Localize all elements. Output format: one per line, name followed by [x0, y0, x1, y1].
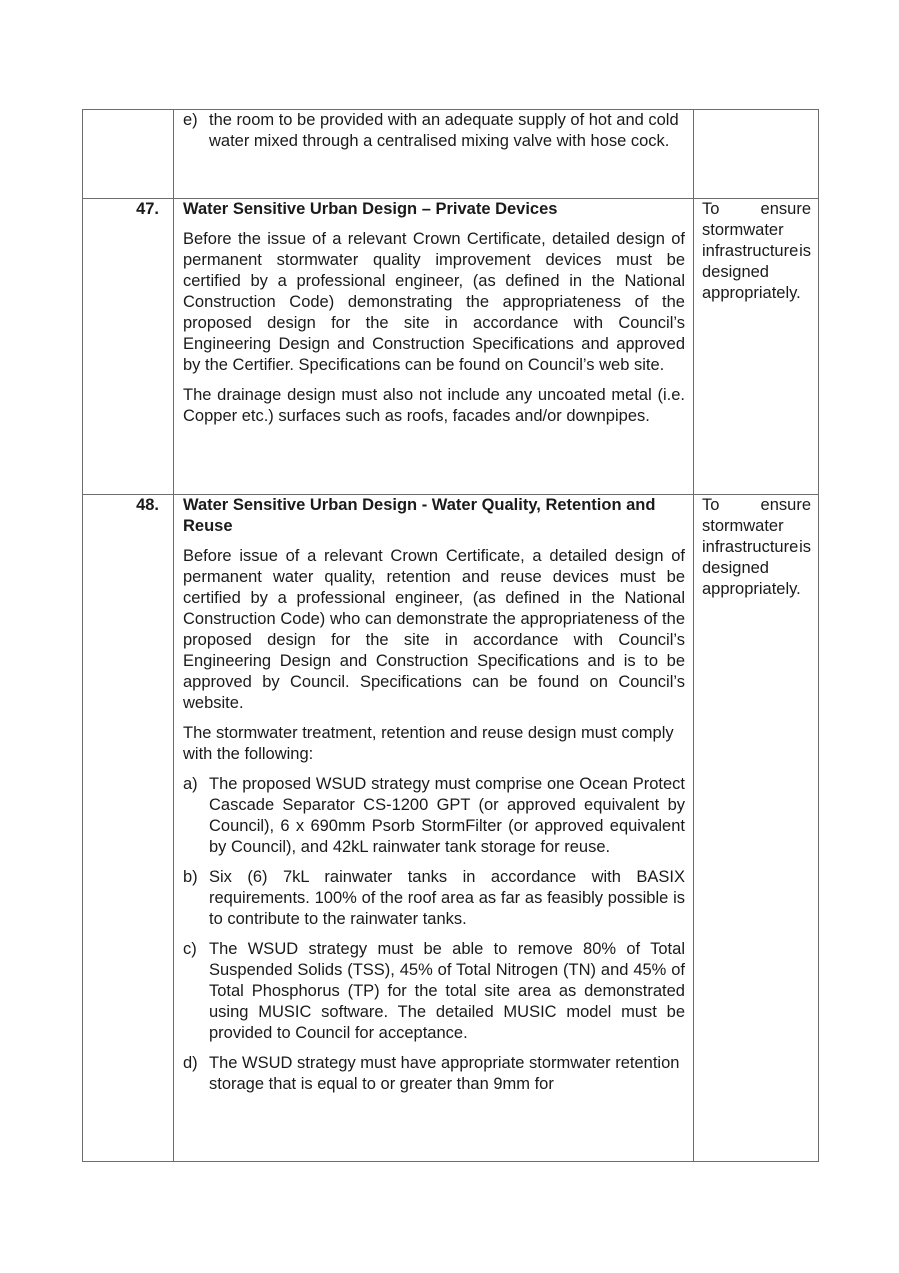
list-item-text: The proposed WSUD strategy must comprise one Ocean Protect Cascade Separator CS-1200 GPT (or approved equivalent by Council), 6 x 690mm Psorb StormFilter (or approved equivalent by Council), and 42kL rainwater tank storage for reuse.: [209, 775, 685, 856]
reason-text: is: [799, 242, 811, 260]
list-item-label: b): [183, 868, 198, 886]
condition-text: [174, 199, 694, 495]
reason-text: To: [702, 200, 720, 218]
list-item: [183, 110, 685, 152]
table-row: [83, 110, 819, 199]
condition-reason: [694, 110, 819, 199]
reason-text: designed: [702, 263, 769, 281]
list-item-text: The WSUD strategy must be able to remove 80% of Total Suspended Solids (TSS), 45% of Total Nitrogen (TN) and 45% of Total Phosphorus (TP) for the total site area as demonstrated using MUSIC software. The detailed MUSIC model must be provided to Council for acceptance.: [209, 940, 685, 1042]
conditions-table: [82, 109, 819, 1162]
list-item: [183, 774, 685, 858]
list-item: [183, 939, 685, 1044]
reason-text: is: [799, 538, 811, 556]
reason-text: stormwater: [702, 221, 784, 239]
condition-paragraph: The drainage design must also not include any uncoated metal (i.e. Copper etc.) surfaces such as roofs, facades and/or downpipes.: [183, 386, 685, 425]
condition-number: [83, 110, 174, 199]
condition-text: [174, 495, 694, 1162]
reason-text: appropriately.: [702, 580, 801, 598]
reason-text: appropriately.: [702, 284, 801, 302]
reason-text: To: [702, 496, 720, 514]
condition-heading: Water Sensitive Urban Design - Water Quality, Retention and Reuse: [183, 496, 656, 535]
list-item-text: the room to be provided with an adequate supply of hot and cold water mixed through a centralised mixing valve with hose cock.: [209, 111, 679, 150]
condition-number: 47.: [83, 199, 174, 495]
table-row: [83, 495, 819, 1162]
list-item-label: d): [183, 1054, 198, 1072]
reason-text: infrastructure: [702, 538, 799, 556]
list-item-text: The WSUD strategy must have appropriate stormwater retention storage that is equal to or greater than 9mm for: [209, 1054, 680, 1093]
condition-paragraph: Before issue of a relevant Crown Certificate, a detailed design of permanent water quality, retention and reuse devices must be certified by a professional engineer, (as defined in the National Construction Code) who can demonstrate the appropriateness of the proposed design for the site in accordance with Council’s Engineering Design and Construction Specifications and is to be approved by Council. Specifications can be found on Council’s website.: [183, 547, 685, 712]
list-item-text: Six (6) 7kL rainwater tanks in accordance with BASIX requirements. 100% of the roof area as far as feasibly possible is to contribute to the rainwater tanks.: [209, 868, 685, 928]
list-item-label: a): [183, 775, 198, 793]
condition-heading: Water Sensitive Urban Design – Private Devices: [183, 200, 558, 218]
condition-paragraph: Before the issue of a relevant Crown Certificate, detailed design of permanent stormwater quality improvement devices must be certified by a professional engineer, (as defined in the National Construction Code) demonstrating the appropriateness of the proposed design for the site in accordance with Council’s Engineering Design and Construction Specifications and approved by the Certifier. Specifications can be found on Council’s web site.: [183, 230, 685, 374]
reason-text: ensure: [760, 496, 811, 514]
table-row: [83, 199, 819, 495]
list-item-label: e): [183, 111, 198, 129]
reason-text: stormwater: [702, 517, 784, 535]
reason-text: ensure: [760, 200, 811, 218]
list-item-label: c): [183, 940, 197, 958]
condition-paragraph: The stormwater treatment, retention and reuse design must comply with the following:: [183, 724, 674, 763]
reason-text: infrastructure: [702, 242, 799, 260]
list-item: [183, 1053, 685, 1095]
condition-reason: [694, 495, 819, 1162]
condition-number: 48.: [83, 495, 174, 1162]
reason-text: designed: [702, 559, 769, 577]
condition-text: [174, 110, 694, 199]
condition-reason: [694, 199, 819, 495]
list-item: [183, 867, 685, 930]
